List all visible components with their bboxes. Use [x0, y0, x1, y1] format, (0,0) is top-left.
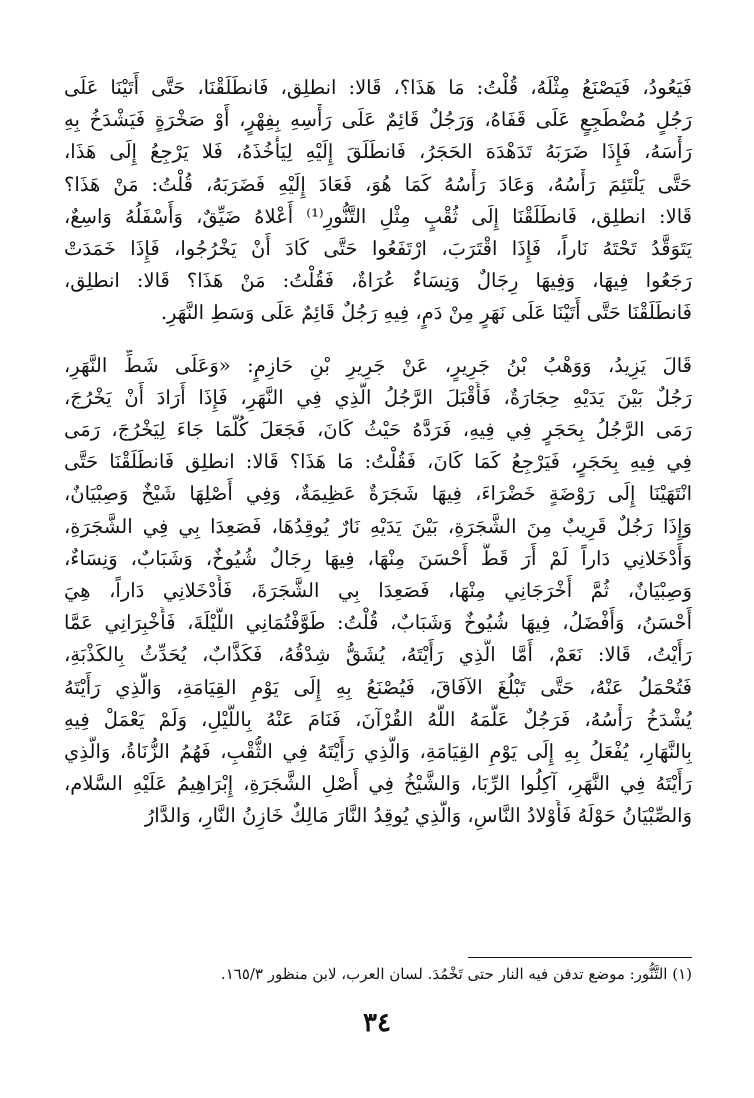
- footnote: (١) التَّنُّور: موضع تدفن فيه النار حتى تَخْمُدَ. لسان العرب، لابن منظور ١٦٥/٣.: [220, 965, 692, 983]
- text-line: قَالا: انطلِق، فَانطَلَقْنَا إِلَى ثُقْبٍ مِثْلِ التَّنُّورِ⁽¹⁾ أَعْلاهُ ضَيِّقٌ، وَأَسْفَلُهُ وَاسِعٌ،: [64, 204, 692, 228]
- text-line: وَأَدْخَلانِي دَاراً لَمْ أَرَ قَطُّ أَحْسَنَ مِنْهَا، فِيهَا رِجَالٌ شُيُوخٌ، وَشَبَابٌ، وَنِسَاءٌ،: [64, 546, 692, 570]
- text-line: فِي فِيهِ بِحَجَرٍ، فَيَرْجِعُ كَمَا كَانَ، فَقُلْتُ: مَا هَذَا؟ قَالا: انطلِق فَانطَلَقْنَا حَتَّى: [64, 450, 692, 474]
- text-line: وَصِبْيَانٌ، ثُمَّ أَخْرَجَانِي مِنْهَا، فَصَعِدَا بِي الشَّجَرَةَ، فَأَدْخَلانِي دَاراً، هِيَ: [64, 579, 692, 603]
- text-line: رَجُلٍ مُضْطَجِعٍ عَلَى قَفَاهُ، وَرَجُلٌ قَائِمٌ عَلَى رَأْسِهِ بِفِهْرٍ، أَوْ صَخْرَةٍ فَيَشْدَخُ بِهِ: [64, 108, 692, 132]
- text-line: رَأْسَهُ، فَإِذَا ضَرَبَهُ تَدَهْدَهَ الحَجَرُ، فَانطَلَقَ إِلَيْهِ لِيَأْخُذَهُ، فَلا يَرْجِعُ إِلَى هَذَا،: [64, 140, 692, 164]
- paragraph-2: [64, 350, 692, 833]
- text-line: رَجَعُوا فِيهَا، وَفِيهَا رِجَالٌ وَنِسَاءٌ عُرَاةٌ، فَقُلْتُ: مَنْ هَذَا؟ قَالا: انطلِق،: [64, 269, 692, 293]
- text-line: وَإِذَا رَجُلٌ قَرِيبٌ مِنَ الشَّجَرَةِ، بَيْنَ يَدَيْهِ نَارٌ يُوقِدُهَا، فَصَعِدَا بِي فِي الشَّجَرَةِ،: [64, 514, 692, 538]
- text-line: رَمَى الرَّجُلُ بِحَجَرٍ فِي فِيهِ، فَرَدَّهُ حَيْثُ كَانَ، فَجَعَلَ كُلَّمَا جَاءَ لِيَخْرُجَ، رَمَى: [64, 418, 692, 442]
- text-line: قَالَ يَزِيدُ، وَوَهْبُ بْنُ جَرِيرٍ، عَنْ جَرِيرِ بْنِ حَازِمٍ: «وَعَلَى شَطِّ النَّهَرِ،: [64, 353, 692, 377]
- text-line: بِالنَّهَارِ، يُفْعَلُ بِهِ إِلَى يَوْمِ القِيَامَةِ، وَالَّذِي رَأَيْتَهُ فِي الثُّقْبِ، فَهُمُ الزُّنَاةُ، وَالَّذِي: [64, 740, 692, 764]
- page-number: ٣٤: [363, 1008, 391, 1038]
- text-line: رَأَيْتُ، قَالا: نَعَمْ، أَمَّا الَّذِي رَأَيْتَهُ، يُشَقُّ شِدْقُهُ، فَكَذَّابٌ، يُحَدِّثُ بِالكَذْبَةِ،: [64, 643, 692, 667]
- text-line: فَتُحْمَلُ عَنْهُ، حَتَّى تَبْلُغَ الآفَاقَ، فَيُصْنَعُ بِهِ إِلَى يَوْمِ القِيَامَةِ، وَالَّذِي رَأَيْتَهُ: [64, 675, 692, 699]
- text-line: وَالصِّبْيَانُ حَوْلَهُ فَأَوْلادُ النَّاسِ، وَالَّذِي يُوقِدُ النَّارَ مَالِكٌ خَازِنُ النَّارِ، وَالدَّارُ: [144, 804, 692, 828]
- text-line: انْتَهَيْنَا إِلَى رَوْضَةٍ خَضْرَاءَ، فِيهَا شَجَرَةٌ عَظِيمَةٌ، وَفِي أَصْلِهَا شَيْخٌ وَصِبْيَانٌ،: [64, 482, 692, 506]
- footnote-divider: [468, 957, 692, 958]
- page-body: [64, 72, 692, 833]
- text-line: رَجُلٌ بَيْنَ يَدَيْهِ حِجَارَةٌ، فَأَقْبَلَ الرَّجُلُ الَّذِي فِي النَّهَرِ، فَإِذَا أَرَادَ أَنْ يَخْرُجَ،: [64, 385, 692, 409]
- text-line: فَانطَلَقْنَا حَتَّى أَتَيْنَا عَلَى نَهَرٍ مِنْ دَمٍ، فِيهِ رَجُلٌ قَائِمٌ عَلَى وَسَطِ النَّهَرِ.: [160, 301, 692, 325]
- paragraph-1: [64, 72, 692, 330]
- text-line: حَتَّى يَلْتَئِمَ رَأْسُهُ، وَعَادَ رَأْسُهُ كَمَا هُوَ، فَعَادَ إِلَيْهِ فَضَرَبَهُ، قُلْتُ: مَنْ هَذَا؟: [64, 172, 692, 196]
- text-line: رَأَيْتَهُ فِي النَّهَرِ، آكِلُوا الرِّبَا، وَالشَّيْخُ فِي أَصْلِ الشَّجَرَةِ، إِبْرَاهِيمُ عَلَيْهِ السَّلام،: [64, 772, 692, 796]
- text-line: يَتَوَقَّدُ تَحْتَهُ نَاراً، فَإِذَا اقْتَرَبَ، ارْتَفَعُوا حَتَّى كَادَ أَنْ يَخْرُجُوا، فَإِذَا خَمَدَتْ: [64, 237, 692, 261]
- text-line: فَيَعُودُ، فَيَصْنَعُ مِثْلَهُ، قُلْتُ: مَا هَذَا؟، قَالا: انطلِق، فَانطَلَقْنَا، حَتَّى أَتَيْنَا عَلَى: [64, 76, 692, 99]
- text-line: أَحْسَنُ، وَأَفْضَلُ، فِيهَا شُيُوخٌ وَشَبَابٌ، قُلْتُ: طَوَّفْتُمَانِي اللَّيْلَةَ، فَأَخْبِرَانِي عَمَّا: [64, 611, 692, 635]
- text-line: يُشْدَخُ رَأْسُهُ، فَرَجُلٌ عَلَّمَهُ اللَّهُ القُرْآنَ، فَنَامَ عَنْهُ بِاللَّيْلِ، وَلَمْ يَعْمَلْ فِيهِ: [64, 707, 692, 731]
